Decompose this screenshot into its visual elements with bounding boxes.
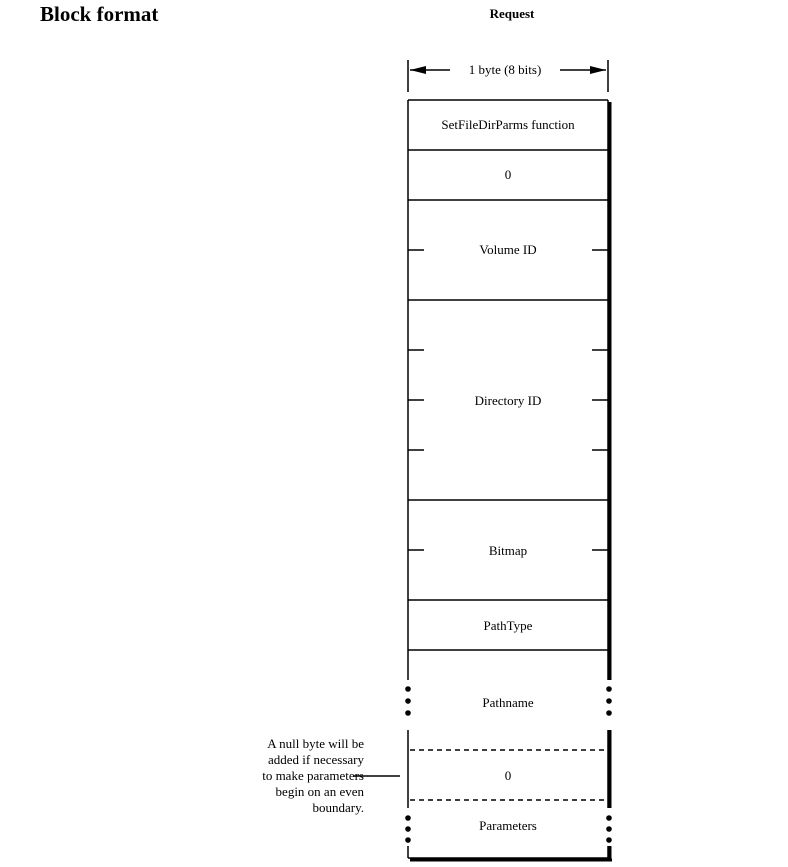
field-parameters: Parameters [479, 818, 537, 833]
note-line: begin on an even [275, 784, 364, 799]
byte-width-label: 1 byte (8 bits) [450, 62, 560, 78]
block-outline [408, 100, 612, 860]
note-line: to make parameters [262, 768, 364, 783]
field-function: SetFileDirParms function [441, 117, 575, 132]
page-title: Block format [40, 2, 159, 26]
field-pathname: Pathname [482, 695, 534, 710]
request-label: Request [489, 6, 535, 21]
field-null-byte: 0 [504, 768, 512, 783]
note-line: boundary. [312, 800, 364, 815]
field-volume-id: Volume ID [479, 242, 537, 257]
null-byte-note [190, 736, 364, 816]
field-zero-pad: 0 [504, 167, 512, 182]
field-bitmap: Bitmap [488, 543, 528, 558]
note-line: A null byte will be [267, 736, 364, 751]
field-directory-id: Directory ID [474, 393, 542, 408]
note-line: added if necessary [267, 752, 364, 767]
field-pathtype: PathType [483, 618, 533, 633]
